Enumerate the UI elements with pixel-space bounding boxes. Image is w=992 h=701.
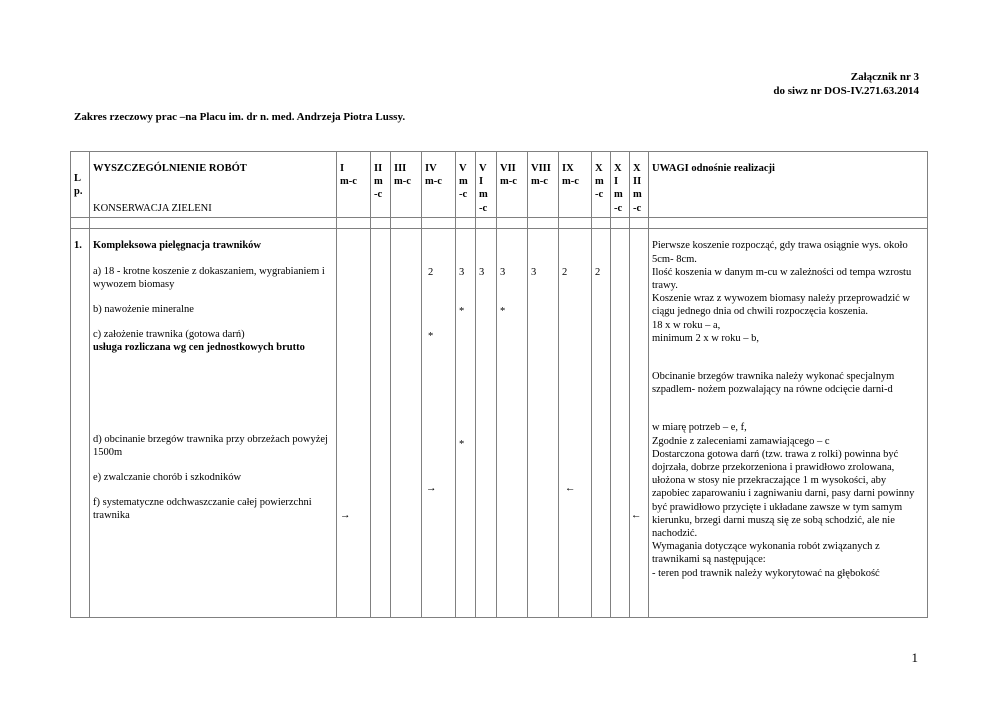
remarks-edging: Obcinanie brzegów trawnika należy wykonać specjalnym szpadlem- nożem pozwalający na równe odcięcie darni-d (652, 371, 895, 396)
row-lp: 1. (71, 229, 90, 618)
month-3-cell (391, 229, 422, 618)
header-month-10: X m -c (592, 152, 611, 218)
works-table (70, 151, 928, 618)
header-month-12: X II m -c (630, 152, 649, 218)
month-12-cell (630, 229, 649, 618)
month-11-cell (611, 229, 630, 618)
header-month-6: V I m -c (476, 152, 497, 218)
item-e: e) zwalczanie chorób i szkodników (93, 472, 242, 484)
mark-count: 2 (595, 267, 601, 279)
mark-arrow-right: → (426, 483, 437, 495)
item-d: d) obcinanie brzegów trawnika przy obrzeżach powyżej 1500m (93, 433, 328, 458)
mark-count: 2 (428, 267, 434, 279)
row-description (90, 229, 337, 618)
item-f: f) systematyczne odchwaszczanie całej powierzchni trawnika (93, 497, 312, 522)
reference-number: do siwz nr DOS-IV.271.63.2014 (773, 85, 919, 97)
header-works-label: WYSZCZEGÓLNIENIE ROBÓT (93, 163, 247, 174)
mark-count: 3 (479, 267, 485, 279)
header-month-9: IX m-c (559, 152, 592, 218)
month-1-cell (337, 229, 371, 618)
mark-asterisk: * (500, 306, 506, 318)
mark-asterisk: * (459, 306, 465, 318)
header-month-3: III m-c (391, 152, 422, 218)
remarks-mowing: Pierwsze koszenie rozpocząć, gdy trawa osiągnie wys. około 5cm- 8cm. Ilość koszenia w danym m-cu w zależności od tempa wzrostu trawy. Koszenie wraz z wywozem biomasy należy przeprowadzić w ciągu jednego dnia od chwili rozpoczęcia koszenia. 18 x w roku – a, minimum 2 x w roku – b, (652, 240, 912, 344)
page-number: 1 (911, 650, 918, 665)
item-c: c) założenie trawnika (gotowa darń) (93, 329, 245, 341)
item-c-note: usługa rozliczana wg cen jednostkowych brutto (93, 342, 305, 354)
row-title: Kompleksowa pielęgnacja trawników (93, 240, 261, 252)
header-lp: L p. (71, 152, 90, 218)
month-2-cell (371, 229, 391, 618)
mark-count: 3 (459, 267, 465, 279)
header-remarks: UWAGI odnośnie realizacji (649, 152, 928, 218)
month-4-cell (422, 229, 456, 618)
attachment-label: Załącznik nr 3 (850, 71, 919, 83)
mark-count: 3 (531, 267, 537, 279)
mark-asterisk: * (428, 331, 434, 343)
month-10-cell (592, 229, 611, 618)
mark-asterisk: * (459, 439, 465, 451)
header-month-2: II m -c (371, 152, 391, 218)
header-month-5: V m -c (456, 152, 476, 218)
header-row (71, 152, 928, 218)
header-month-11: X I m -c (611, 152, 630, 218)
section-title: KONSERWACJA ZIELENI (93, 203, 212, 215)
spacer-row (71, 218, 928, 229)
scope-title: Zakres rzeczowy prac –na Placu im. dr n. med. Andrzeja Piotra Lussy. (74, 111, 406, 123)
mark-arrow-right: → (340, 510, 351, 522)
month-5-cell (456, 229, 476, 618)
item-a: a) 18 - krotne koszenie z dokaszaniem, wygrabianiem i wywozem biomasy (93, 265, 325, 290)
header-month-8: VIII m-c (528, 152, 559, 218)
month-9-cell (559, 229, 592, 618)
remarks-turf: w miarę potrzeb – e, f, Zgodnie z zaleceniami zamawiającego – c Dostarczona gotowa darń (tzw. trawa z rolki) powinna być dojrzała, dobrze przekorzeniona i prawidłowo zrolowana, ułożona w stosy nie przekraczające 1 m wysokości, aby zapobiec zaparowaniu i zagniwaniu darni, pasy darni powinny być prawidłowo przycięte i układane zawsze w tym samym kierunku, brzegi darni muszą się ze sobą schodzić, ale nie nachodzić. Wymagania dotyczące wykonania robót związanych z trawnikami są następujące: - teren pod trawnik należy wykorytować na głębokość (652, 422, 915, 579)
mark-arrow-left: ← (565, 483, 576, 495)
mark-count: 2 (562, 267, 568, 279)
table-row (71, 229, 928, 618)
header-month-7: VII m-c (497, 152, 528, 218)
header-works (90, 152, 337, 218)
item-b: b) nawożenie mineralne (93, 304, 194, 316)
mark-arrow-left: ← (631, 510, 642, 522)
mark-count: 3 (500, 267, 506, 279)
header-month-4: IV m-c (422, 152, 456, 218)
row-remarks (649, 229, 928, 618)
month-8-cell (528, 229, 559, 618)
header-month-1: I m-c (337, 152, 371, 218)
month-6-cell (476, 229, 497, 618)
month-7-cell (497, 229, 528, 618)
attachment-header (773, 70, 919, 98)
